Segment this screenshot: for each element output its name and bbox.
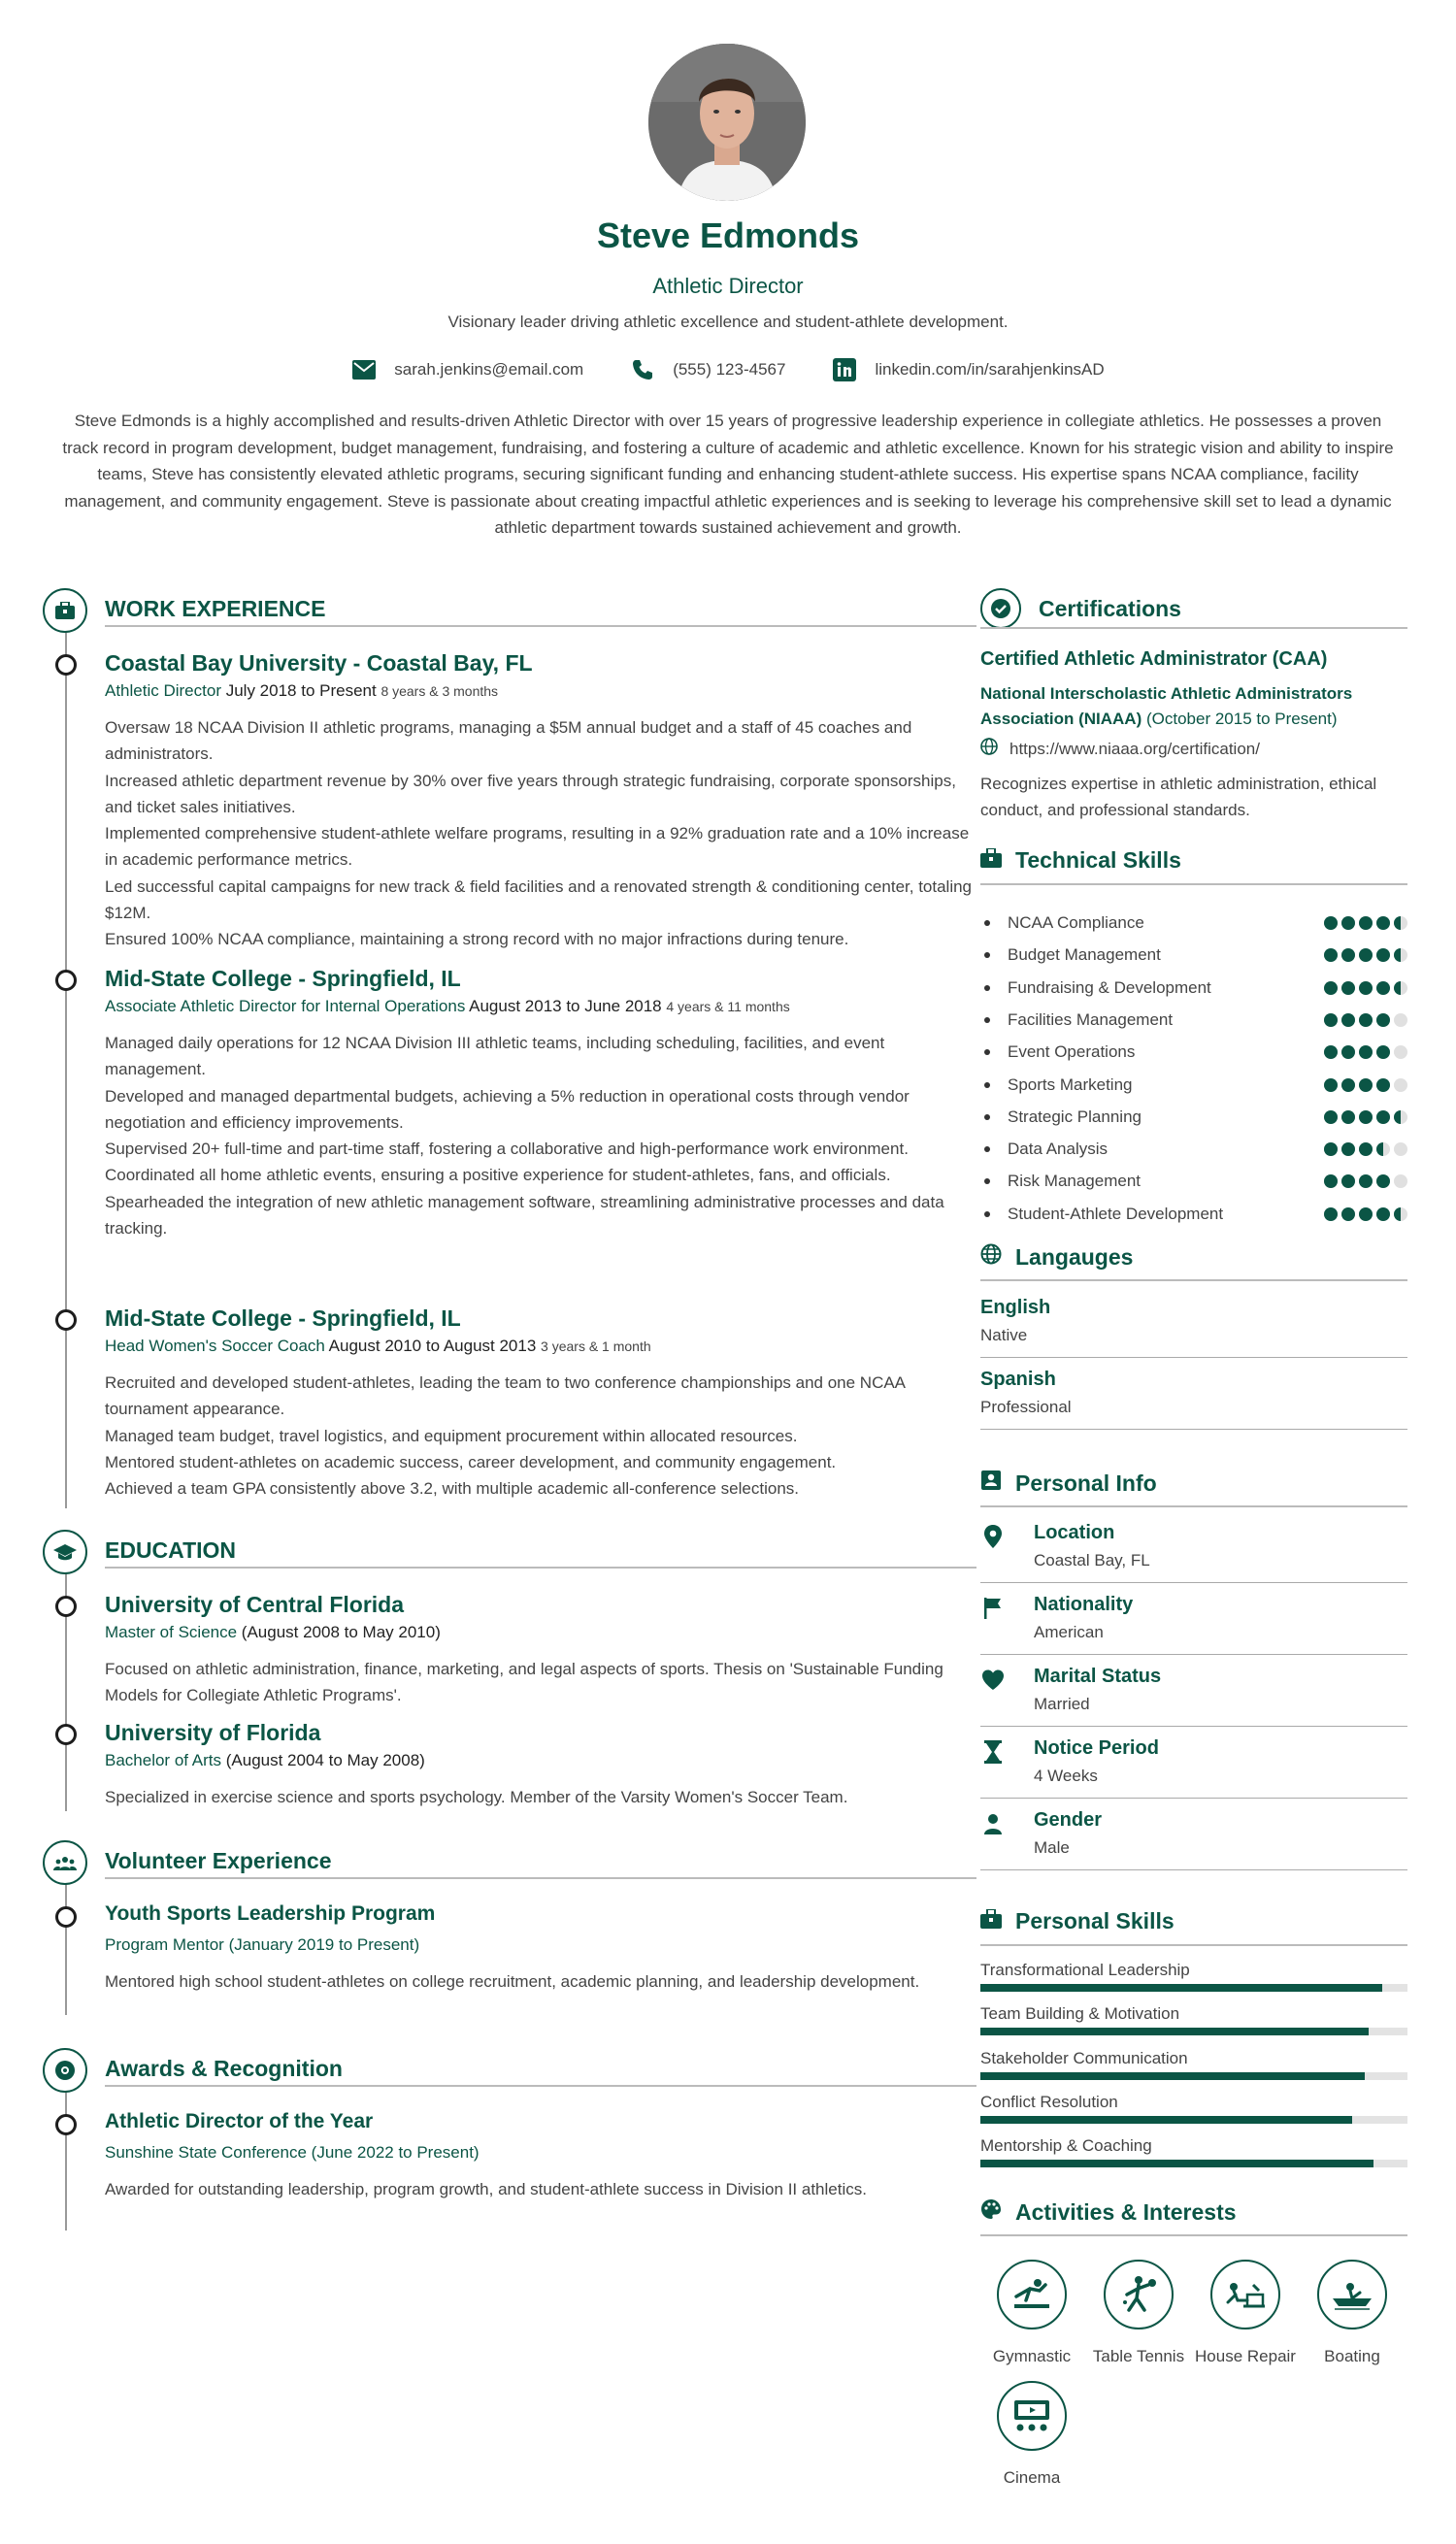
divider <box>980 1798 1407 1799</box>
list-item: Mentored student-athletes on academic success, career development, and community engagement. <box>105 1452 837 1471</box>
boating-icon <box>1317 2260 1387 2329</box>
list-item: Spearheaded the integration of new athletic management software, streamlining administrative processes and data tracking. <box>105 1192 944 1239</box>
rating-dot <box>1376 981 1390 995</box>
timeline-dot <box>55 1724 77 1745</box>
rating-dot <box>1341 1110 1355 1124</box>
languages-heading: Langauges <box>1015 1243 1134 1270</box>
rating-dot <box>1376 1142 1390 1156</box>
skill-rating <box>1324 1174 1407 1188</box>
rating-dot <box>1376 1174 1390 1188</box>
rating-dot <box>1394 1110 1407 1124</box>
skill-progress-bar <box>980 2160 1407 2167</box>
personal-skill-name: Stakeholder Communication <box>980 2048 1188 2067</box>
certifications-heading: Certifications <box>1039 595 1181 621</box>
skill-progress-fill <box>980 2072 1365 2080</box>
heart-icon <box>980 1668 1006 1693</box>
phone-contact[interactable] <box>630 357 785 382</box>
award-badge-icon <box>43 2048 87 2093</box>
volunteer-meta <box>105 1935 419 1955</box>
timeline-dot <box>55 654 77 676</box>
list-item: Supervised 20+ full-time and part-time staff, fostering a collaborative and high-performance work environment. <box>105 1140 909 1159</box>
hourglass-icon <box>980 1739 1006 1765</box>
skill-name: NCAA Compliance <box>1008 913 1144 932</box>
pi-gender-label: Gender <box>1034 1809 1103 1831</box>
skill-name: Strategic Planning <box>1008 1107 1142 1126</box>
technical-skills-heading: Technical Skills <box>1015 847 1181 873</box>
rating-dot <box>1324 1174 1338 1188</box>
rating-dot <box>1341 1142 1355 1156</box>
pi-nationality-label: Nationality <box>1034 1594 1134 1615</box>
activity-label: Boating <box>1324 2347 1380 2365</box>
list-item: Recruited and developed student-athletes, leading the team to two conference championships and one NCAA tournament appearance. <box>105 1373 906 1419</box>
cert-org: National Interscholastic Athletic Administrators Association (NIAAA) <box>980 684 1353 728</box>
technical-skills-heading-row <box>980 847 1181 874</box>
skill-name: Risk Management <box>1008 1172 1142 1191</box>
gymnastic-icon <box>997 2260 1067 2329</box>
rating-dot <box>1359 1013 1373 1027</box>
rating-dot <box>1376 1013 1390 1027</box>
list-item <box>980 1038 1407 1067</box>
skill-rating <box>1324 1110 1407 1124</box>
edu-2-degree: Bachelor of Arts <box>105 1751 222 1769</box>
phone-icon <box>630 357 655 382</box>
personal-info-heading: Personal Info <box>1015 1470 1157 1496</box>
bullet-icon <box>984 1178 990 1184</box>
personal-skills-heading-row <box>980 1908 1175 1934</box>
id-card-icon <box>980 1470 1002 1497</box>
skill-rating <box>1324 1078 1407 1092</box>
work-experience-heading: WORK EXPERIENCE <box>105 596 326 621</box>
list-item: Oversaw 18 NCAA Division II athletic programs, managing a $5M annual budget and a staff of 45 coaches and administrators. <box>105 718 912 764</box>
rating-dot <box>1394 1045 1407 1059</box>
skill-name: Student-Athlete Development <box>1008 1204 1224 1223</box>
list-item <box>980 941 1407 970</box>
job-1-role: Athletic Director <box>105 681 221 700</box>
bullet-icon <box>984 1211 990 1217</box>
list-item: Implemented comprehensive student-athlete welfare programs, resulting in a 92% graduation rate and a 10% increase in academic performance metrics. <box>105 824 970 870</box>
volunteer-dates: (January 2019 to Present) <box>228 1935 420 1954</box>
timeline-dot <box>55 2114 77 2135</box>
rating-dot <box>1359 1078 1373 1092</box>
skill-name: Event Operations <box>1008 1042 1136 1062</box>
rating-dot <box>1359 948 1373 962</box>
activity-label: Table Tennis <box>1092 2347 1185 2365</box>
activity-boating <box>1294 2260 1410 2366</box>
activity-label: House Repair <box>1195 2347 1296 2365</box>
divider <box>980 1869 1407 1870</box>
personal-skill-name: Mentorship & Coaching <box>980 2136 1152 2156</box>
list-item: Coordinated all home athletic events, ensuring a positive experience for student-athletes, fans, and officials. <box>105 1166 891 1185</box>
toolbox-icon <box>980 1908 1002 1934</box>
languages-heading-row <box>980 1243 1133 1271</box>
pi-notice-value: 4 Weeks <box>1034 1767 1098 1785</box>
skill-rating <box>1324 1142 1407 1156</box>
cert-description: Recognizes expertise in athletic administration, ethical conduct, and professional standards. <box>980 775 1377 819</box>
job-3-org: Mid-State College - Springfield, IL <box>105 1305 461 1331</box>
personal-skill-name: Conflict Resolution <box>980 2092 1118 2111</box>
timeline-dot <box>55 1906 77 1928</box>
edu-1-degree: Master of Science <box>105 1623 238 1641</box>
awards-heading: Awards & Recognition <box>105 2056 343 2081</box>
divider <box>980 1654 1407 1655</box>
list-item: Increased athletic department revenue by 30% over five years through strategic fundraising, corporate sponsorships, and ticket sales initiatives. <box>105 771 956 816</box>
bullet-icon <box>984 1082 990 1088</box>
activities-rule <box>980 2234 1407 2236</box>
rating-dot <box>1341 1078 1355 1092</box>
rating-dot <box>1359 916 1373 930</box>
divider <box>980 1357 1407 1358</box>
list-item: Managed team budget, travel logistics, and equipment procurement within allocated resources. <box>105 1426 798 1445</box>
job-2-org: Mid-State College - Springfield, IL <box>105 966 461 991</box>
job-3-responsibilities <box>105 1370 978 1502</box>
candidate-name: Steve Edmonds <box>596 215 860 255</box>
skill-rating <box>1324 981 1407 995</box>
table-tennis-icon <box>1104 2260 1174 2329</box>
rating-dot <box>1376 916 1390 930</box>
skill-progress-bar <box>980 2116 1407 2124</box>
edu-2-meta <box>105 1751 425 1770</box>
rating-dot <box>1341 1045 1355 1059</box>
cert-link-text: https://www.niaaa.org/certification/ <box>1009 739 1260 758</box>
edu-1-school: University of Central Florida <box>105 1592 405 1617</box>
job-2-role: Associate Athletic Director for Internal Operations <box>105 997 466 1015</box>
location-pin-icon <box>980 1524 1006 1549</box>
group-icon <box>43 1840 87 1885</box>
award-org: Sunshine State Conference <box>105 2143 307 2162</box>
job-2-meta <box>105 997 790 1016</box>
rating-dot <box>1341 916 1355 930</box>
rating-dot <box>1394 1207 1407 1221</box>
list-item: Managed daily operations for 12 NCAA Division III athletic teams, including scheduling, facilities, and event management. <box>105 1034 885 1079</box>
graduation-cap-icon <box>43 1530 87 1574</box>
language-2-level: Professional <box>980 1398 1072 1416</box>
flag-icon <box>980 1596 1006 1621</box>
personal-skills-heading: Personal Skills <box>1015 1908 1175 1933</box>
candidate-title: Athletic Director <box>652 274 804 298</box>
linkedin-text: linkedin.com/in/sarahjenkinsAD <box>875 360 1105 379</box>
timeline-dot <box>55 970 77 991</box>
languages-rule <box>980 1279 1407 1281</box>
award-dates: (June 2022 to Present) <box>311 2143 480 2162</box>
edu-1-description: Focused on athletic administration, finance, marketing, and legal aspects of sports. Thesis on 'Sustainable Funding Models for Collegiate Athletic Programs'. <box>105 1660 943 1705</box>
rating-dot <box>1324 1013 1338 1027</box>
activity-table-tennis <box>1080 2260 1197 2366</box>
edu-2-school: University of Florida <box>105 1720 321 1745</box>
contact-bar <box>0 357 1456 382</box>
job-1-dates: July 2018 to Present <box>225 681 377 700</box>
rating-dot <box>1359 1110 1373 1124</box>
skill-name: Budget Management <box>1008 945 1161 965</box>
skill-name: Sports Marketing <box>1008 1074 1133 1094</box>
rating-dot <box>1376 1207 1390 1221</box>
activity-label: Cinema <box>1003 2468 1061 2487</box>
bullet-icon <box>984 952 990 958</box>
personal-skill-name: Transformational Leadership <box>980 1961 1190 1979</box>
palette-icon <box>980 2198 1002 2226</box>
activity-label: Gymnastic <box>992 2347 1072 2365</box>
skill-name: Facilities Management <box>1008 1009 1174 1029</box>
rating-dot <box>1394 1142 1407 1156</box>
email-text: sarah.jenkins@email.com <box>394 360 584 379</box>
edu-1-meta <box>105 1623 441 1642</box>
rating-dot <box>1324 1110 1338 1124</box>
skill-name: Fundraising & Development <box>1008 977 1211 997</box>
skill-progress-fill <box>980 2028 1369 2035</box>
rating-dot <box>1394 981 1407 995</box>
rating-dot <box>1394 1013 1407 1027</box>
rating-dot <box>1376 948 1390 962</box>
job-1-org: Coastal Bay University - Coastal Bay, FL <box>105 650 533 676</box>
activity-cinema <box>974 2381 1090 2488</box>
divider <box>980 1582 1407 1583</box>
skill-rating <box>1324 916 1407 930</box>
list-item <box>980 1071 1407 1100</box>
profile-summary: Steve Edmonds is a highly accomplished and results-driven Athletic Director with over 15 years of progressive leadership experience in collegiate athletics. He possesses a proven track record in program development, budget management, fundraising, and fostering a culture of academic and athletic excellence. Known for his strategic vision and ability to inspire teams, Steve has consistently elevated athletic programs, securing significant funding and enhancing student-athlete success. His expertise spans NCAA compliance, facility management, and community engagement. Steve is passionate about creating impactful athletic experiences and is seeking to leverage his comprehensive skill set to lead a dynamic athletic department towards sustained achievement and growth. <box>62 412 1394 537</box>
left-column <box>39 582 973 2232</box>
award-description: Awarded for outstanding leadership, program growth, and student-athlete success in Division II athletics. <box>105 2180 867 2198</box>
award-meta <box>105 2143 480 2163</box>
volunteer-role: Program Mentor <box>105 1935 224 1954</box>
list-item: Developed and managed departmental budgets, achieving a 5% reduction in operational costs through vendor negotiation and efficiency improvements. <box>105 1086 910 1132</box>
cinema-icon <box>997 2381 1067 2451</box>
certifications-heading-row <box>980 588 1181 629</box>
list-item: Achieved a team GPA consistently above 3.2, with multiple academic all-conference selections. <box>105 1479 799 1499</box>
rating-dot <box>1341 981 1355 995</box>
bullet-icon <box>984 1049 990 1055</box>
cert-title: Certified Athletic Administrator (CAA) <box>980 648 1328 670</box>
rating-dot <box>1394 916 1407 930</box>
house-repair-icon <box>1210 2260 1280 2329</box>
cert-dates: (October 2015 to Present) <box>1145 710 1338 728</box>
pi-nationality-value: American <box>1034 1623 1104 1641</box>
activity-gymnastic <box>974 2260 1090 2366</box>
award-title: Athletic Director of the Year <box>105 2110 374 2132</box>
profile-photo <box>648 44 806 201</box>
work-timeline-line <box>65 627 67 1508</box>
rating-dot <box>1359 1142 1373 1156</box>
rating-dot <box>1394 948 1407 962</box>
rating-dot <box>1341 1013 1355 1027</box>
activity-house-repair <box>1187 2260 1304 2366</box>
email-icon <box>351 357 377 382</box>
skill-rating <box>1324 1013 1407 1027</box>
rating-dot <box>1394 1174 1407 1188</box>
briefcase-icon <box>43 588 87 633</box>
pi-marital-value: Married <box>1034 1695 1090 1713</box>
personal-info-heading-row <box>980 1470 1157 1497</box>
skill-rating <box>1324 1207 1407 1221</box>
personal-info-rule <box>980 1505 1407 1507</box>
list-item: Led successful capital campaigns for new track & field facilities and a renovated strength & conditioning center, totaling $12M. <box>105 876 973 923</box>
skill-progress-bar <box>980 2028 1407 2035</box>
pi-gender-value: Male <box>1034 1838 1070 1857</box>
rating-dot <box>1324 1045 1338 1059</box>
skill-progress-fill <box>980 2116 1352 2124</box>
skill-progress-bar <box>980 2072 1407 2080</box>
candidate-tagline: Visionary leader driving athletic excellence and student-athlete development. <box>447 313 1009 331</box>
pi-notice-label: Notice Period <box>1034 1737 1159 1759</box>
linkedin-icon <box>832 357 857 382</box>
list-item <box>980 1103 1407 1132</box>
skill-rating <box>1324 948 1407 962</box>
bullet-icon <box>984 1146 990 1152</box>
toolbox-icon <box>980 847 1002 874</box>
rating-dot <box>1341 1174 1355 1188</box>
activities-heading: Activities & Interests <box>1015 2198 1237 2225</box>
rating-dot <box>1324 1142 1338 1156</box>
rating-dot <box>1376 1078 1390 1092</box>
globe-icon <box>980 1243 1002 1271</box>
language-1-name: English <box>980 1297 1051 1318</box>
edu-2-dates: (August 2004 to May 2008) <box>225 1751 425 1769</box>
job-3-role: Head Women's Soccer Coach <box>105 1337 325 1355</box>
list-item <box>980 1167 1407 1196</box>
edu-1-dates: (August 2008 to May 2010) <box>241 1623 441 1641</box>
rating-dot <box>1324 916 1338 930</box>
rating-dot <box>1394 1078 1407 1092</box>
volunteer-heading: Volunteer Experience <box>105 1848 332 1873</box>
verified-badge-icon <box>980 588 1021 629</box>
rating-dot <box>1341 948 1355 962</box>
bullet-icon <box>984 1114 990 1120</box>
bullet-icon <box>984 920 990 926</box>
activities-heading-row <box>980 2198 1237 2226</box>
job-1-duration: 8 years & 3 months <box>381 683 499 699</box>
list-item: Ensured 100% NCAA compliance, maintaining a strong record with no major infractions during tenure. <box>105 930 849 949</box>
list-item <box>980 1135 1407 1164</box>
list-item <box>980 974 1407 1003</box>
bullet-icon <box>984 985 990 991</box>
list-item <box>980 1200 1407 1229</box>
rating-dot <box>1359 1174 1373 1188</box>
skill-progress-fill <box>980 2160 1373 2167</box>
pi-marital-label: Marital Status <box>1034 1666 1162 1687</box>
divider <box>980 1726 1407 1727</box>
divider <box>980 1429 1407 1430</box>
rating-dot <box>1324 1207 1338 1221</box>
timeline-dot <box>55 1596 77 1617</box>
awards-heading-rule <box>105 2085 976 2087</box>
cert-link[interactable] <box>980 738 1260 760</box>
language-2-name: Spanish <box>980 1369 1056 1390</box>
linkedin-contact[interactable] <box>832 357 1104 382</box>
skill-progress-bar <box>980 1984 1407 1992</box>
job-3-duration: 3 years & 1 month <box>541 1338 651 1354</box>
email-contact[interactable] <box>351 357 583 382</box>
pi-location-label: Location <box>1034 1522 1115 1543</box>
rating-dot <box>1376 1110 1390 1124</box>
job-1-meta <box>105 681 498 701</box>
skill-rating <box>1324 1045 1407 1059</box>
rating-dot <box>1359 1207 1373 1221</box>
job-2-duration: 4 years & 11 months <box>666 999 790 1014</box>
skill-name: Data Analysis <box>1008 1140 1108 1159</box>
rating-dot <box>1324 1078 1338 1092</box>
job-2-responsibilities <box>105 1030 978 1241</box>
rating-dot <box>1359 981 1373 995</box>
skill-progress-fill <box>980 1984 1382 1992</box>
person-icon <box>980 1811 1006 1836</box>
rating-dot <box>1341 1207 1355 1221</box>
list-item <box>980 909 1407 938</box>
phone-text: (555) 123-4567 <box>673 360 786 379</box>
work-heading-rule <box>105 625 976 627</box>
personal-skills-rule <box>980 1944 1407 1946</box>
technical-skills-rule <box>980 883 1407 885</box>
job-3-dates: August 2010 to August 2013 <box>328 1337 537 1355</box>
volunteer-title: Youth Sports Leadership Program <box>105 1902 436 1925</box>
globe-icon <box>980 738 998 760</box>
list-item <box>980 1006 1407 1035</box>
volunteer-description: Mentored high school student-athletes on college recruitment, academic planning, and leadership development. <box>105 1972 920 1991</box>
certifications-rule <box>980 627 1407 629</box>
personal-skill-name: Team Building & Motivation <box>980 2004 1180 2024</box>
job-1-responsibilities <box>105 714 978 953</box>
volunteer-heading-rule <box>105 1877 976 1879</box>
timeline-dot <box>55 1309 77 1331</box>
rating-dot <box>1359 1045 1373 1059</box>
rating-dot <box>1376 1045 1390 1059</box>
rating-dot <box>1324 948 1338 962</box>
education-heading: EDUCATION <box>105 1537 237 1563</box>
pi-location-value: Coastal Bay, FL <box>1034 1551 1150 1569</box>
job-3-meta <box>105 1337 651 1356</box>
language-1-level: Native <box>980 1326 1028 1344</box>
job-2-dates: August 2013 to June 2018 <box>469 997 662 1015</box>
bullet-icon <box>984 1017 990 1023</box>
rating-dot <box>1324 981 1338 995</box>
cert-org-block <box>980 681 1407 732</box>
edu-2-description: Specialized in exercise science and sports psychology. Member of the Varsity Women's Soccer Team. <box>105 1788 848 1806</box>
education-heading-rule <box>105 1567 976 1569</box>
